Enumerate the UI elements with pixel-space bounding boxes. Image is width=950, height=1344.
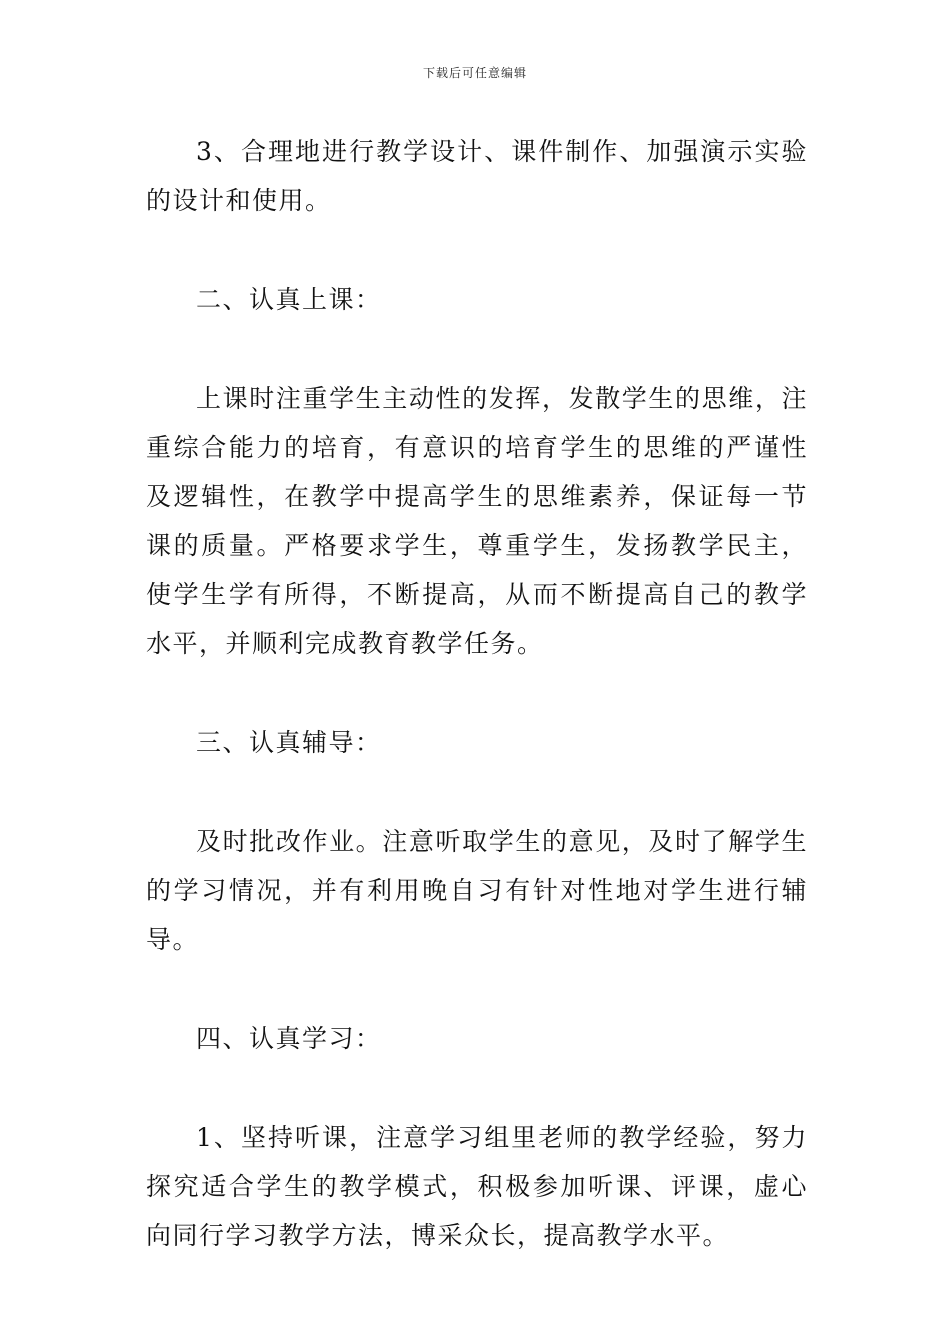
page-header: 下载后可任意编辑	[422, 66, 527, 80]
paragraph-item-3: 3、合理地进行教学设计、课件制作、加强演示实验的设计和使用。	[146, 137, 808, 215]
section-heading-attend-class: 二、认真上课：	[196, 285, 382, 314]
section-heading-study: 四、认真学习：	[196, 1024, 382, 1053]
document-body	[146, 127, 808, 1260]
paragraph-tutoring-content: 及时批改作业。注意听取学生的意见，及时了解学生的学习情况，并有利用晚自习有针对性地对学生进行辅导。	[146, 827, 808, 954]
paragraph-study-item-1: 1、坚持听课，注意学习组里老师的教学经验，努力探究适合学生的教学模式，积极参加听课、评课，虚心向同行学习教学方法，博采众长，提高教学水平。	[146, 1123, 808, 1250]
section-heading-tutoring: 三、认真辅导：	[196, 728, 382, 757]
paragraph-class-content: 上课时注重学生主动性的发挥，发散学生的思维，注重综合能力的培育，有意识的培育学生的思维的严谨性及逻辑性，在教学中提高学生的思维素养，保证每一节课的质量。严格要求学生，尊重学生，发扬教学民主，使学生学有所得，不断提高，从而不断提高自己的教学水平，并顺利完成教育教学任务。	[146, 384, 808, 658]
